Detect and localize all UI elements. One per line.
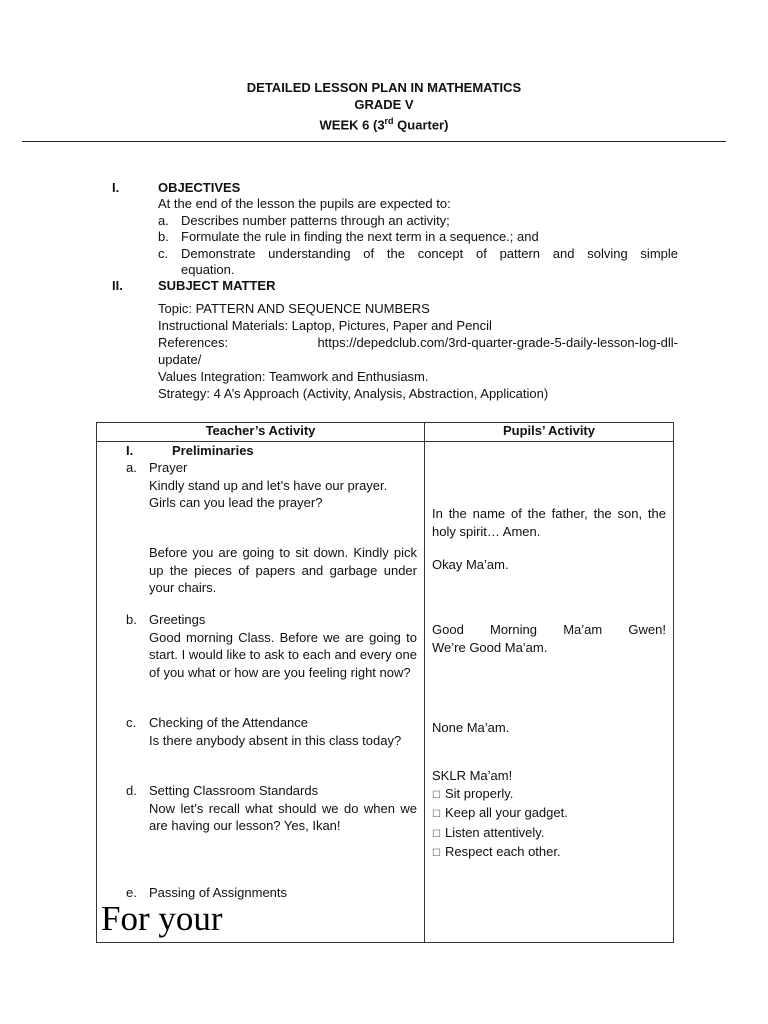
checkbox-icon: ☐ (432, 809, 441, 820)
activity-table (96, 422, 674, 943)
objectives-body (158, 196, 678, 279)
pupil-okay: Okay Ma’am. (432, 557, 509, 572)
header-divider (22, 141, 726, 142)
pupils-activity-cell (425, 442, 673, 942)
teacher-activity-cell: I. Preliminaries a. Prayer Kindly stand up and let’s have our prayer. Girls can you lead the prayer? Before you are going to sit down. Kindly pick up the pieces of papers and garbage under your chairs. b. Greetings Good morning Class. Before we are going to start. I would like to ask to each and every one of you what or how are you feeling right now? c. Checking of the Attendance Is there anybody absent in this class today? d. Setting Classroom Standards Now let’s recall what should we do when we are having our lesson? Yes, Ikan! e. Passing of Assignments (97, 442, 424, 942)
document-title (0, 79, 768, 133)
references: References: https://depedclub.com/3rd-quarter-grade-5-daily-lesson-log-dll- (158, 335, 678, 350)
teacher-prayer: Prayer Kindly stand up and let’s have our prayer. Girls can you lead the prayer? (149, 460, 388, 510)
prelim-heading: Preliminaries (172, 443, 254, 458)
title-line-1: DETAILED LESSON PLAN IN MATHEMATICS (246, 80, 522, 95)
checkbox-icon: ☐ (432, 828, 441, 840)
checkbox-icon: ☐ (432, 848, 441, 859)
rule-item: ☐ Sit properly. (432, 785, 514, 801)
materials: Instructional Materials: Laptop, Pictures, Paper and Pencil (158, 318, 492, 333)
values-integration: Values Integration: Teamwork and Enthusiasm. (158, 369, 429, 384)
subject-matter-body (158, 300, 678, 402)
rule-item: ☐ Listen attentively. (432, 824, 545, 840)
objective-item: c. Demonstrate understanding of the concept of pattern and solving simple (158, 245, 678, 261)
teacher-pick-up: Before you are going to sit down. Kindly pick up the pieces of papers and garbage under your chairs. (149, 545, 417, 595)
rule-item: ☐ Respect each other. (432, 844, 561, 859)
pupil-greetings: Good Morning Ma’am Gwen! We’re Good Ma’am. (432, 622, 666, 655)
pupil-standards: SKLR Ma’am! ☐ Sit properly. ☐ Keep all your gadget. ☐ Listen attentively. ☐ Respect each other. (432, 767, 666, 863)
teacher-assignments: Passing of Assignments (149, 885, 288, 900)
preview-watermark: For your (101, 899, 223, 938)
teacher-attendance: Checking of the Attendance Is there anybody absent in this class today? (149, 715, 402, 748)
col-teacher-activity: Teacher’s Activity (97, 423, 425, 442)
rule-item: ☐ Keep all your gadget. (432, 805, 568, 820)
topic: Topic: PATTERN AND SEQUENCE NUMBERS (158, 301, 430, 316)
objective-item-continued: equation. (181, 262, 235, 277)
reference-link-continued[interactable]: update/ (158, 352, 202, 367)
strategy: Strategy: 4 A’s Approach (Activity, Analysis, Abstraction, Application) (158, 386, 549, 401)
reference-link[interactable]: https://depedclub.com/3rd-quarter-grade-5-daily-lesson-log-dll- (317, 335, 678, 350)
objectives-intro: At the end of the lesson the pupils are expected to: (158, 196, 451, 211)
title-line-2: GRADE V (354, 97, 414, 112)
objective-item: a. Describes number patterns through an activity; (158, 212, 450, 228)
objective-item: b. Formulate the rule in finding the next term in a sequence.; and (158, 229, 539, 244)
pupil-attendance: None Ma’am. (432, 720, 510, 735)
teacher-greetings: Greetings Good morning Class. Before we are going to start. I would like to ask to each and every one of you what or how are you feeling right now? (149, 612, 417, 680)
title-line-3: WEEK 6 (3rd Quarter) (319, 116, 449, 133)
pupil-prayer: In the name of the father, the son, the holy spirit… Amen. (432, 506, 666, 539)
teacher-classroom-standards: Setting Classroom Standards Now let’s recall what should we do when we are having our lesson? Yes, Ikan! (149, 783, 417, 833)
prelim-num: I. (126, 443, 134, 458)
checkbox-icon: ☐ (432, 789, 441, 801)
col-pupils-activity: Pupils’ Activity (425, 423, 674, 442)
